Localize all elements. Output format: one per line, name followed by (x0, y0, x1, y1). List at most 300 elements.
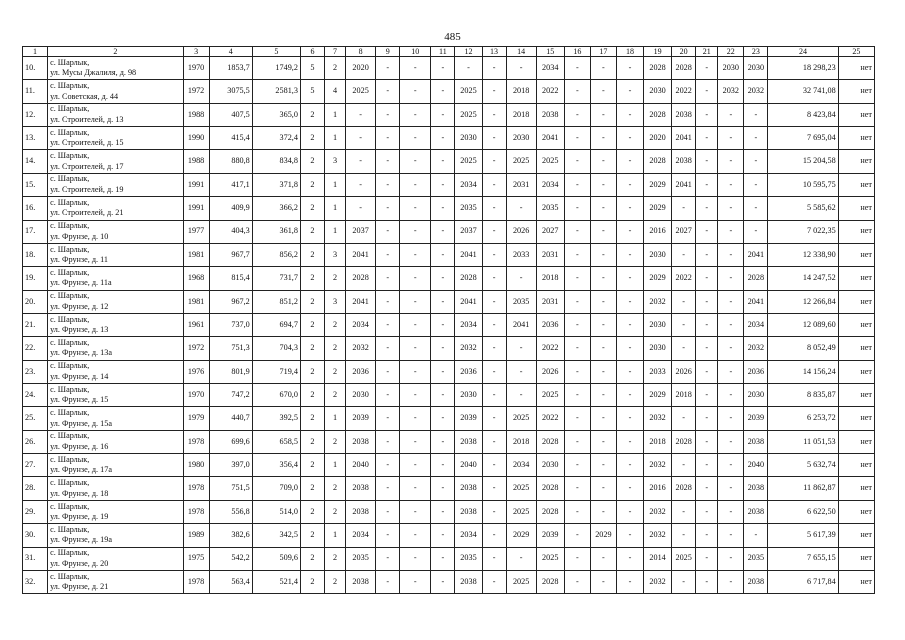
cell-col-19: 2029 (644, 173, 672, 196)
cell-col-21: - (696, 454, 718, 477)
cell-col-12: 2041 (455, 290, 482, 313)
cell-col-11: - (431, 500, 455, 523)
cell-col-19: 2032 (644, 454, 672, 477)
cell-col-13: - (482, 313, 506, 336)
cell-col-8: 2038 (346, 570, 376, 593)
cell-col-8: 2034 (346, 313, 376, 336)
cell-col-25: нет (838, 127, 874, 150)
table-row (23, 173, 875, 196)
cell-col-13: - (482, 197, 506, 220)
cell-col-7: 4 (325, 80, 346, 103)
cell-col-18: - (616, 337, 643, 360)
cell-col-21: - (696, 220, 718, 243)
cell-col-24: 8 835,87 (768, 384, 838, 407)
address-line-1: с. Шарлык, (50, 291, 90, 301)
cell-col-15: 2022 (536, 337, 564, 360)
address-cell (48, 524, 183, 547)
cell-col-10: - (400, 384, 431, 407)
cell-col-17: - (590, 477, 616, 500)
cell-col-3: 1968 (183, 267, 209, 290)
cell-col-7: 2 (325, 313, 346, 336)
cell-col-14: 2018 (506, 103, 536, 126)
cell-col-23: 2035 (744, 547, 768, 570)
cell-col-17: - (590, 127, 616, 150)
cell-col-13: - (482, 57, 506, 80)
address-cell (48, 80, 183, 103)
cell-col-23: 2038 (744, 477, 768, 500)
cell-col-3: 1991 (183, 197, 209, 220)
cell-col-3: 1978 (183, 570, 209, 593)
column-number-11: 11 (431, 47, 455, 57)
cell-col-7: 2 (325, 570, 346, 593)
address-line-1: с. Шарлык, (50, 197, 90, 207)
address-line-2: ул. Фрунзе, д. 14 (50, 371, 109, 381)
cell-col-10: - (400, 290, 431, 313)
cell-col-8: 2041 (346, 243, 376, 266)
cell-col-21: - (696, 337, 718, 360)
cell-col-22: - (718, 337, 744, 360)
address-cell (48, 197, 183, 220)
cell-col-3: 1975 (183, 547, 209, 570)
cell-col-20: - (672, 524, 696, 547)
address-cell (48, 360, 183, 383)
column-number-23: 23 (744, 47, 768, 57)
cell-col-9: - (376, 547, 400, 570)
table-row (23, 570, 875, 593)
cell-col-11: - (431, 313, 455, 336)
cell-col-18: - (616, 103, 643, 126)
row-number: 24. (23, 384, 48, 407)
column-number-12: 12 (455, 47, 482, 57)
cell-col-21: - (696, 430, 718, 453)
cell-col-9: - (376, 313, 400, 336)
cell-col-21: - (696, 173, 718, 196)
cell-col-17: - (590, 360, 616, 383)
cell-col-11: - (431, 384, 455, 407)
cell-col-14: 2018 (506, 430, 536, 453)
cell-col-22: - (718, 127, 744, 150)
cell-col-14: - (506, 547, 536, 570)
address-line-2: ул. Мусы Джалиля, д. 98 (50, 68, 137, 78)
cell-col-23: 2030 (744, 57, 768, 80)
cell-col-25: нет (838, 524, 874, 547)
cell-col-8: - (346, 150, 376, 173)
cell-col-13: - (482, 150, 506, 173)
cell-col-4: 815,4 (209, 267, 252, 290)
cell-col-23: - (744, 150, 768, 173)
cell-col-20: - (672, 290, 696, 313)
cell-col-11: - (431, 267, 455, 290)
cell-col-5: 694,7 (252, 313, 300, 336)
cell-col-10: - (400, 313, 431, 336)
cell-col-13: - (482, 290, 506, 313)
address-cell (48, 313, 183, 336)
cell-col-3: 1991 (183, 173, 209, 196)
cell-col-21: - (696, 150, 718, 173)
column-number-18: 18 (616, 47, 643, 57)
cell-col-25: нет (838, 150, 874, 173)
cell-col-13: - (482, 337, 506, 360)
address-line-2: ул. Строителей, д. 19 (50, 184, 124, 194)
cell-col-10: - (400, 547, 431, 570)
cell-col-22: - (718, 570, 744, 593)
cell-col-21: - (696, 243, 718, 266)
cell-col-6: 2 (300, 547, 324, 570)
cell-col-11: - (431, 454, 455, 477)
cell-col-13: - (482, 127, 506, 150)
cell-col-17: - (590, 384, 616, 407)
cell-col-3: 1978 (183, 500, 209, 523)
address-line-1: с. Шарлык, (50, 361, 90, 371)
cell-col-24: 12 338,90 (768, 243, 838, 266)
cell-col-18: - (616, 360, 643, 383)
cell-col-22: - (718, 524, 744, 547)
cell-col-25: нет (838, 267, 874, 290)
cell-col-22: - (718, 500, 744, 523)
cell-col-17: - (590, 430, 616, 453)
cell-col-13: - (482, 384, 506, 407)
cell-col-18: - (616, 173, 643, 196)
cell-col-7: 1 (325, 197, 346, 220)
cell-col-22: - (718, 220, 744, 243)
cell-col-9: - (376, 150, 400, 173)
cell-col-16: - (564, 197, 590, 220)
table-row (23, 290, 875, 313)
cell-col-16: - (564, 313, 590, 336)
cell-col-12: 2040 (455, 454, 482, 477)
cell-col-18: - (616, 524, 643, 547)
cell-col-22: - (718, 103, 744, 126)
cell-col-9: - (376, 80, 400, 103)
cell-col-18: - (616, 57, 643, 80)
cell-col-8: 2038 (346, 477, 376, 500)
cell-col-9: - (376, 197, 400, 220)
cell-col-4: 967,2 (209, 290, 252, 313)
address-cell (48, 337, 183, 360)
cell-col-24: 10 595,75 (768, 173, 838, 196)
cell-col-20: 2028 (672, 430, 696, 453)
cell-col-9: - (376, 524, 400, 547)
address-line-2: ул. Строителей, д. 15 (50, 138, 124, 148)
cell-col-10: - (400, 454, 431, 477)
cell-col-8: - (346, 173, 376, 196)
address-cell (48, 150, 183, 173)
cell-col-25: нет (838, 477, 874, 500)
address-cell (48, 127, 183, 150)
cell-col-7: 2 (325, 384, 346, 407)
cell-col-8: 2032 (346, 337, 376, 360)
row-number: 11. (23, 80, 48, 103)
cell-col-8: 2037 (346, 220, 376, 243)
cell-col-7: 1 (325, 103, 346, 126)
cell-col-16: - (564, 430, 590, 453)
cell-col-9: - (376, 570, 400, 593)
cell-col-16: - (564, 570, 590, 593)
table-row (23, 57, 875, 80)
cell-col-6: 2 (300, 407, 324, 430)
cell-col-4: 880,8 (209, 150, 252, 173)
cell-col-5: 658,5 (252, 430, 300, 453)
table-row (23, 454, 875, 477)
cell-col-16: - (564, 547, 590, 570)
column-number-7: 7 (325, 47, 346, 57)
cell-col-21: - (696, 290, 718, 313)
cell-col-9: - (376, 500, 400, 523)
cell-col-19: 2016 (644, 477, 672, 500)
cell-col-7: 2 (325, 337, 346, 360)
cell-col-10: - (400, 500, 431, 523)
cell-col-17: - (590, 407, 616, 430)
cell-col-10: - (400, 524, 431, 547)
cell-col-22: - (718, 430, 744, 453)
cell-col-15: 2025 (536, 150, 564, 173)
cell-col-20: - (672, 500, 696, 523)
cell-col-7: 3 (325, 243, 346, 266)
cell-col-19: 2028 (644, 150, 672, 173)
cell-col-9: - (376, 454, 400, 477)
cell-col-21: - (696, 197, 718, 220)
cell-col-8: 2028 (346, 267, 376, 290)
address-line-1: с. Шарлык, (50, 57, 90, 67)
cell-col-7: 3 (325, 150, 346, 173)
cell-col-3: 1979 (183, 407, 209, 430)
cell-col-5: 371,8 (252, 173, 300, 196)
cell-col-22: 2032 (718, 80, 744, 103)
cell-col-24: 15 204,58 (768, 150, 838, 173)
cell-col-25: нет (838, 430, 874, 453)
address-cell (48, 220, 183, 243)
cell-col-9: - (376, 337, 400, 360)
cell-col-18: - (616, 290, 643, 313)
cell-col-17: - (590, 290, 616, 313)
cell-col-6: 2 (300, 430, 324, 453)
cell-col-11: - (431, 103, 455, 126)
cell-col-7: 1 (325, 407, 346, 430)
cell-col-6: 2 (300, 500, 324, 523)
cell-col-19: 2029 (644, 384, 672, 407)
cell-col-12: 2025 (455, 103, 482, 126)
cell-col-15: 2030 (536, 454, 564, 477)
cell-col-3: 1981 (183, 290, 209, 313)
cell-col-24: 11 862,87 (768, 477, 838, 500)
cell-col-20: 2041 (672, 173, 696, 196)
page-number: 485 (444, 31, 461, 43)
cell-col-18: - (616, 570, 643, 593)
cell-col-10: - (400, 337, 431, 360)
address-line-1: с. Шарлык, (50, 454, 90, 464)
cell-col-21: - (696, 524, 718, 547)
cell-col-6: 2 (300, 477, 324, 500)
table-row (23, 267, 875, 290)
cell-col-17: - (590, 313, 616, 336)
cell-col-10: - (400, 220, 431, 243)
cell-col-9: - (376, 127, 400, 150)
cell-col-15: 2034 (536, 173, 564, 196)
cell-col-12: - (455, 57, 482, 80)
address-line-1: с. Шарлык, (50, 478, 90, 488)
cell-col-25: нет (838, 337, 874, 360)
address-line-2: ул. Фрунзе, д. 19а (50, 535, 112, 545)
cell-col-17: 2029 (590, 524, 616, 547)
cell-col-22: - (718, 150, 744, 173)
cell-col-12: 2035 (455, 547, 482, 570)
table-row (23, 337, 875, 360)
cell-col-23: 2032 (744, 337, 768, 360)
cell-col-15: 2031 (536, 290, 564, 313)
cell-col-3: 1978 (183, 477, 209, 500)
cell-col-21: - (696, 80, 718, 103)
cell-col-18: - (616, 127, 643, 150)
cell-col-24: 6 717,84 (768, 570, 838, 593)
cell-col-3: 1972 (183, 80, 209, 103)
address-line-1: с. Шарлык, (50, 104, 90, 114)
cell-col-21: - (696, 313, 718, 336)
cell-col-23: 2038 (744, 430, 768, 453)
cell-col-9: - (376, 360, 400, 383)
cell-col-23: 2030 (744, 384, 768, 407)
cell-col-18: - (616, 243, 643, 266)
cell-col-3: 1961 (183, 313, 209, 336)
column-number-9: 9 (376, 47, 400, 57)
cell-col-5: 704,3 (252, 337, 300, 360)
cell-col-21: - (696, 384, 718, 407)
cell-col-14: 2029 (506, 524, 536, 547)
column-number-17: 17 (590, 47, 616, 57)
cell-col-4: 747,2 (209, 384, 252, 407)
cell-col-24: 7 655,15 (768, 547, 838, 570)
cell-col-3: 1978 (183, 430, 209, 453)
address-line-2: ул. Фрунзе, д. 16 (50, 441, 109, 451)
address-cell (48, 290, 183, 313)
address-line-2: ул. Строителей, д. 17 (50, 161, 124, 171)
cell-col-21: - (696, 477, 718, 500)
address-line-2: ул. Фрунзе, д. 20 (50, 558, 109, 568)
cell-col-22: - (718, 313, 744, 336)
cell-col-23: 2034 (744, 313, 768, 336)
table-row (23, 500, 875, 523)
cell-col-21: - (696, 103, 718, 126)
cell-col-22: - (718, 360, 744, 383)
cell-col-6: 2 (300, 290, 324, 313)
column-number-3: 3 (183, 47, 209, 57)
cell-col-16: - (564, 454, 590, 477)
cell-col-20: - (672, 407, 696, 430)
cell-col-6: 2 (300, 220, 324, 243)
cell-col-6: 2 (300, 454, 324, 477)
cell-col-6: 2 (300, 570, 324, 593)
cell-col-23: 2041 (744, 290, 768, 313)
cell-col-3: 1972 (183, 337, 209, 360)
cell-col-4: 699,6 (209, 430, 252, 453)
cell-col-4: 397,0 (209, 454, 252, 477)
cell-col-21: - (696, 127, 718, 150)
cell-col-6: 2 (300, 103, 324, 126)
address-line-1: с. Шарлык, (50, 151, 90, 161)
cell-col-4: 967,7 (209, 243, 252, 266)
cell-col-24: 7 022,35 (768, 220, 838, 243)
cell-col-4: 737,0 (209, 313, 252, 336)
cell-col-15: 2025 (536, 547, 564, 570)
table-row (23, 524, 875, 547)
cell-col-5: 856,2 (252, 243, 300, 266)
address-cell (48, 243, 183, 266)
cell-col-14: 2025 (506, 570, 536, 593)
address-line-2: ул. Советская, д. 44 (50, 91, 119, 101)
cell-col-10: - (400, 103, 431, 126)
address-line-2: ул. Строителей, д. 13 (50, 114, 124, 124)
cell-col-19: 2030 (644, 243, 672, 266)
cell-col-4: 751,3 (209, 337, 252, 360)
address-cell (48, 267, 183, 290)
cell-col-18: - (616, 430, 643, 453)
cell-col-19: 2020 (644, 127, 672, 150)
cell-col-8: 2035 (346, 547, 376, 570)
address-line-1: с. Шарлык, (50, 221, 90, 231)
cell-col-24: 7 695,04 (768, 127, 838, 150)
cell-col-12: 2025 (455, 150, 482, 173)
address-line-2: ул. Фрунзе, д. 21 (50, 582, 109, 592)
cell-col-25: нет (838, 360, 874, 383)
cell-col-14: - (506, 197, 536, 220)
cell-col-22: - (718, 547, 744, 570)
housing-table (22, 46, 875, 594)
cell-col-15: 2027 (536, 220, 564, 243)
table-row (23, 80, 875, 103)
cell-col-9: - (376, 407, 400, 430)
cell-col-17: - (590, 337, 616, 360)
cell-col-7: 2 (325, 500, 346, 523)
cell-col-19: 2030 (644, 337, 672, 360)
cell-col-14: - (506, 360, 536, 383)
cell-col-16: - (564, 80, 590, 103)
cell-col-19: 2029 (644, 267, 672, 290)
cell-col-7: 1 (325, 454, 346, 477)
cell-col-10: - (400, 127, 431, 150)
cell-col-14: - (506, 384, 536, 407)
address-cell (48, 103, 183, 126)
cell-col-8: 2038 (346, 500, 376, 523)
cell-col-13: - (482, 477, 506, 500)
cell-col-6: 5 (300, 57, 324, 80)
cell-col-25: нет (838, 220, 874, 243)
cell-col-14: 2018 (506, 80, 536, 103)
cell-col-7: 1 (325, 220, 346, 243)
cell-col-24: 6 253,72 (768, 407, 838, 430)
cell-col-16: - (564, 384, 590, 407)
cell-col-20: - (672, 243, 696, 266)
address-line-2: ул. Фрунзе, д. 13а (50, 348, 112, 358)
cell-col-3: 1990 (183, 127, 209, 150)
cell-col-6: 2 (300, 524, 324, 547)
column-number-row (23, 47, 875, 57)
cell-col-10: - (400, 150, 431, 173)
address-line-2: ул. Фрунзе, д. 12 (50, 301, 109, 311)
column-number-8: 8 (346, 47, 376, 57)
address-line-1: с. Шарлык, (50, 337, 90, 347)
address-line-1: с. Шарлык, (50, 431, 90, 441)
cell-col-19: 2032 (644, 290, 672, 313)
cell-col-18: - (616, 500, 643, 523)
cell-col-14: - (506, 337, 536, 360)
cell-col-16: - (564, 500, 590, 523)
cell-col-10: - (400, 197, 431, 220)
cell-col-5: 514,0 (252, 500, 300, 523)
cell-col-18: - (616, 313, 643, 336)
column-number-5: 5 (252, 47, 300, 57)
row-number: 32. (23, 570, 48, 593)
address-line-2: ул. Фрунзе, д. 10 (50, 231, 109, 241)
cell-col-19: 2016 (644, 220, 672, 243)
